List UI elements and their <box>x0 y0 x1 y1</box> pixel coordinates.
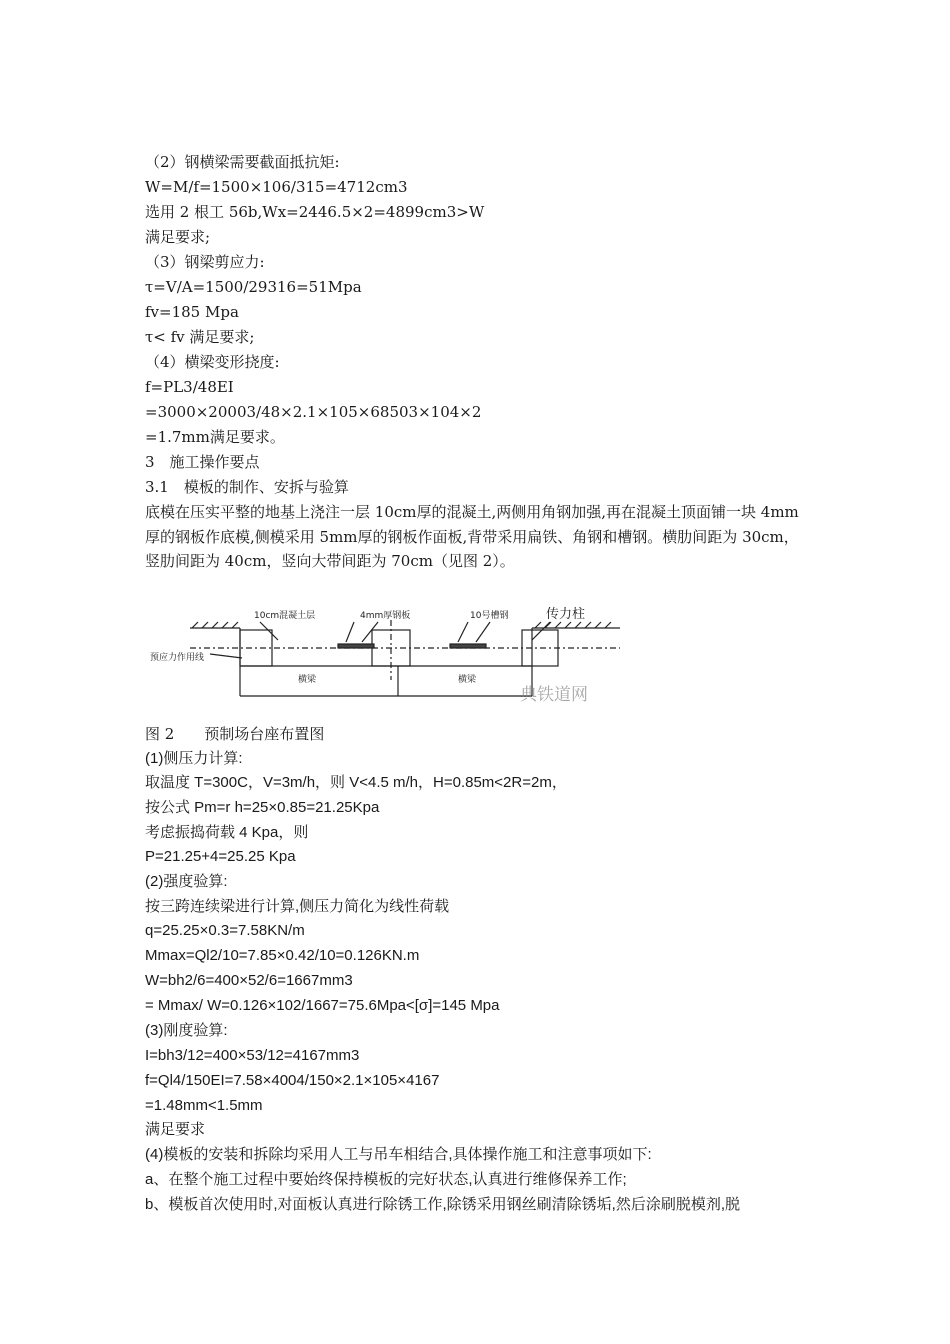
text-line: q=25.25×0.3=7.58KN/m <box>145 922 305 939</box>
text-line: f=Ql4/150EI=7.58×4004/150×2.1×105×4167 <box>145 1072 440 1089</box>
label-beam-right: 横梁 <box>458 675 477 685</box>
text-line: τ=V/A=1500/29316=51Mpa <box>145 278 362 296</box>
text-line: （2）钢横梁需要截面抵抗矩: <box>145 153 340 171</box>
layout-diagram <box>150 600 630 715</box>
text-line: (1)侧压力计算: <box>145 750 243 767</box>
text-line: =1.7mm满足要求。 <box>145 428 285 446</box>
label-channel: 10号槽钢 <box>470 611 509 621</box>
text-line: I=bh3/12=400×53/12=4167mm3 <box>145 1047 360 1064</box>
text-line: = Mmax/ W=0.126×102/1667=75.6Mpa<[σ]=145 Mpa <box>145 997 500 1014</box>
text-line: P=21.25+4=25.25 Kpa <box>145 848 296 865</box>
text-line: a、在整个施工过程中要始终保持模板的完好状态,认真进行维修保养工作; <box>145 1171 627 1188</box>
text-line: =1.48mm<1.5mm <box>145 1097 263 1114</box>
text-line: (4)模板的安装和拆除均采用人工与吊车相结合,具体操作施工和注意事项如下: <box>145 1146 652 1163</box>
label-prestress: 预应力作用线 <box>150 653 205 663</box>
subsection-heading: 3.1 模板的制作、安拆与验算 <box>145 478 349 496</box>
figure-2-diagram <box>150 600 630 715</box>
text-line: τ< fv 满足要求; <box>145 328 255 346</box>
text-line: （4）横梁变形挠度: <box>145 353 280 371</box>
watermark: 典铁道网 <box>520 685 588 705</box>
label-pillar: 传力柱 <box>546 607 586 622</box>
text-line: （3）钢梁剪应力: <box>145 253 265 271</box>
text-line: W=bh2/6=400×52/6=1667mm3 <box>145 972 353 989</box>
label-beam-left: 横梁 <box>298 675 317 685</box>
text-line: 考虑振捣荷载 4 Kpa，则 <box>145 824 309 841</box>
label-steel-plate: 4mm厚钢板 <box>360 611 411 621</box>
text-line: 选用 2 根工 56b,Wx=2446.5×2=4899cm3>W <box>145 203 485 221</box>
text-line: b、模板首次使用时,对面板认真进行除锈工作,除锈采用钢丝刷清除锈垢,然后涂刷脱模剂,脱 <box>145 1196 741 1213</box>
paragraph: 底模在压实平整的地基上浇注一层 10cm厚的混凝土,两侧用角钢加强,再在混凝土顶面铺一块 4mm厚的钢板作底模,侧模采用 5mm厚的钢板作面板,背带采用扁铁、角钢和槽钢。横肋间距为 30cm，竖肋间距为 40cm，竖向大带间距为 70cm（见图 2）。 <box>145 503 799 570</box>
text-line: 满足要求 <box>145 1121 206 1138</box>
figure-caption: 图 2 预制场台座布置图 <box>145 725 325 743</box>
text-line: fv=185 Mpa <box>145 303 239 321</box>
section-heading: 3 施工操作要点 <box>145 453 260 471</box>
text-line: f=PL3/48EI <box>145 378 234 396</box>
text-line: W=M/f=1500×106/315=4712cm3 <box>145 178 408 196</box>
text-line: (2)强度验算: <box>145 873 228 890</box>
text-line: (3)刚度验算: <box>145 1022 228 1039</box>
text-line: 满足要求; <box>145 228 211 246</box>
text-line: 取温度 T=300C，V=3m/h，则 V<4.5 m/h，H=0.85m<2R=2m， <box>145 774 567 791</box>
text-line: 按三跨连续梁进行计算,侧压力简化为线性荷载 <box>145 898 450 915</box>
text-line: Mmax=Ql2/10=7.85×0.42/10=0.126KN.m <box>145 947 420 964</box>
text-line: =3000×20003/48×2.1×105×68503×104×2 <box>145 403 482 421</box>
label-concrete: 10cm混凝土层 <box>254 611 316 621</box>
text-line: 按公式 Pm=r h=25×0.85=21.25Kpa <box>145 799 380 816</box>
